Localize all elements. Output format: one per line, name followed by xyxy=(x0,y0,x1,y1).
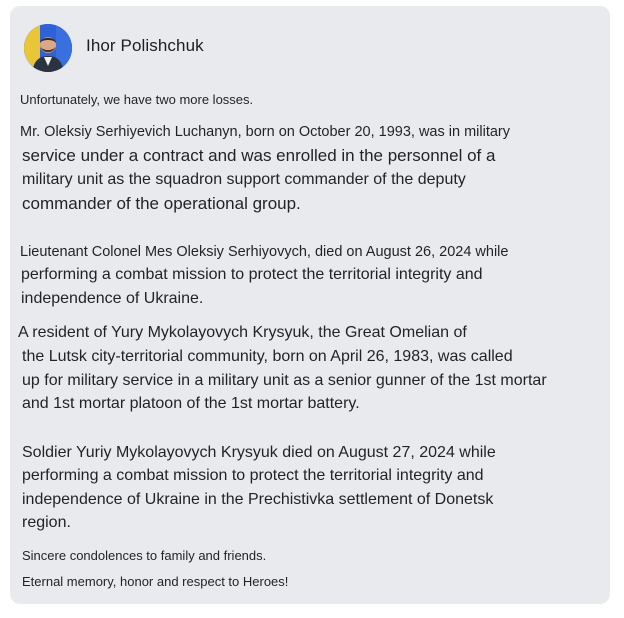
paragraph-1-line-2: service under a contract and was enrolled in the personnel of a xyxy=(22,146,496,165)
closing-line-2: Eternal memory, honor and respect to Heroes! xyxy=(22,574,289,589)
paragraph-1-line-1: Mr. Oleksiy Serhiyevich Luchanyn, born on October 20, 1993, was in military xyxy=(20,124,511,140)
paragraph-2-line-3: independence of Ukraine. xyxy=(21,290,204,307)
closing-line-1: Sincere condolences to family and friends. xyxy=(22,548,267,563)
paragraph-3-line-1: A resident of Yury Mykolayovych Krysyuk, the Great Omelian of xyxy=(18,324,467,341)
paragraph-4-line-4: region. xyxy=(22,514,71,531)
intro-text: Unfortunately, we have two more losses. xyxy=(20,92,254,107)
paragraph-1-line-4: commander of the operational group. xyxy=(22,194,301,213)
paragraph-4-line-1: Soldier Yuriy Mykolayovych Krysyuk died on August 27, 2024 while xyxy=(22,444,496,461)
paragraph-1-line-3: military unit as the squadron support commander of the deputy xyxy=(22,171,466,188)
avatar-photo-icon xyxy=(24,24,72,72)
paragraph-3-line-2: the Lutsk city-territorial community, born on April 26, 1983, was called xyxy=(22,348,513,365)
author-name[interactable]: Ihor Polishchuk xyxy=(86,36,204,55)
paragraph-3-line-4: and 1st mortar platoon of the 1st mortar battery. xyxy=(22,395,360,412)
paragraph-4-line-2: performing a combat mission to protect the territorial integrity and xyxy=(22,467,484,484)
paragraph-4-line-3: independence of Ukraine in the Prechistivka settlement of Donetsk xyxy=(22,491,494,508)
paragraph-3-line-3: up for military service in a military unit as a senior gunner of the 1st mortar xyxy=(22,372,547,389)
author-avatar[interactable] xyxy=(24,24,72,72)
paragraph-2-line-1: Lieutenant Colonel Mes Oleksiy Serhiyovych, died on August 26, 2024 while xyxy=(20,244,509,260)
paragraph-2-line-2: performing a combat mission to protect the territorial integrity and xyxy=(21,266,483,283)
